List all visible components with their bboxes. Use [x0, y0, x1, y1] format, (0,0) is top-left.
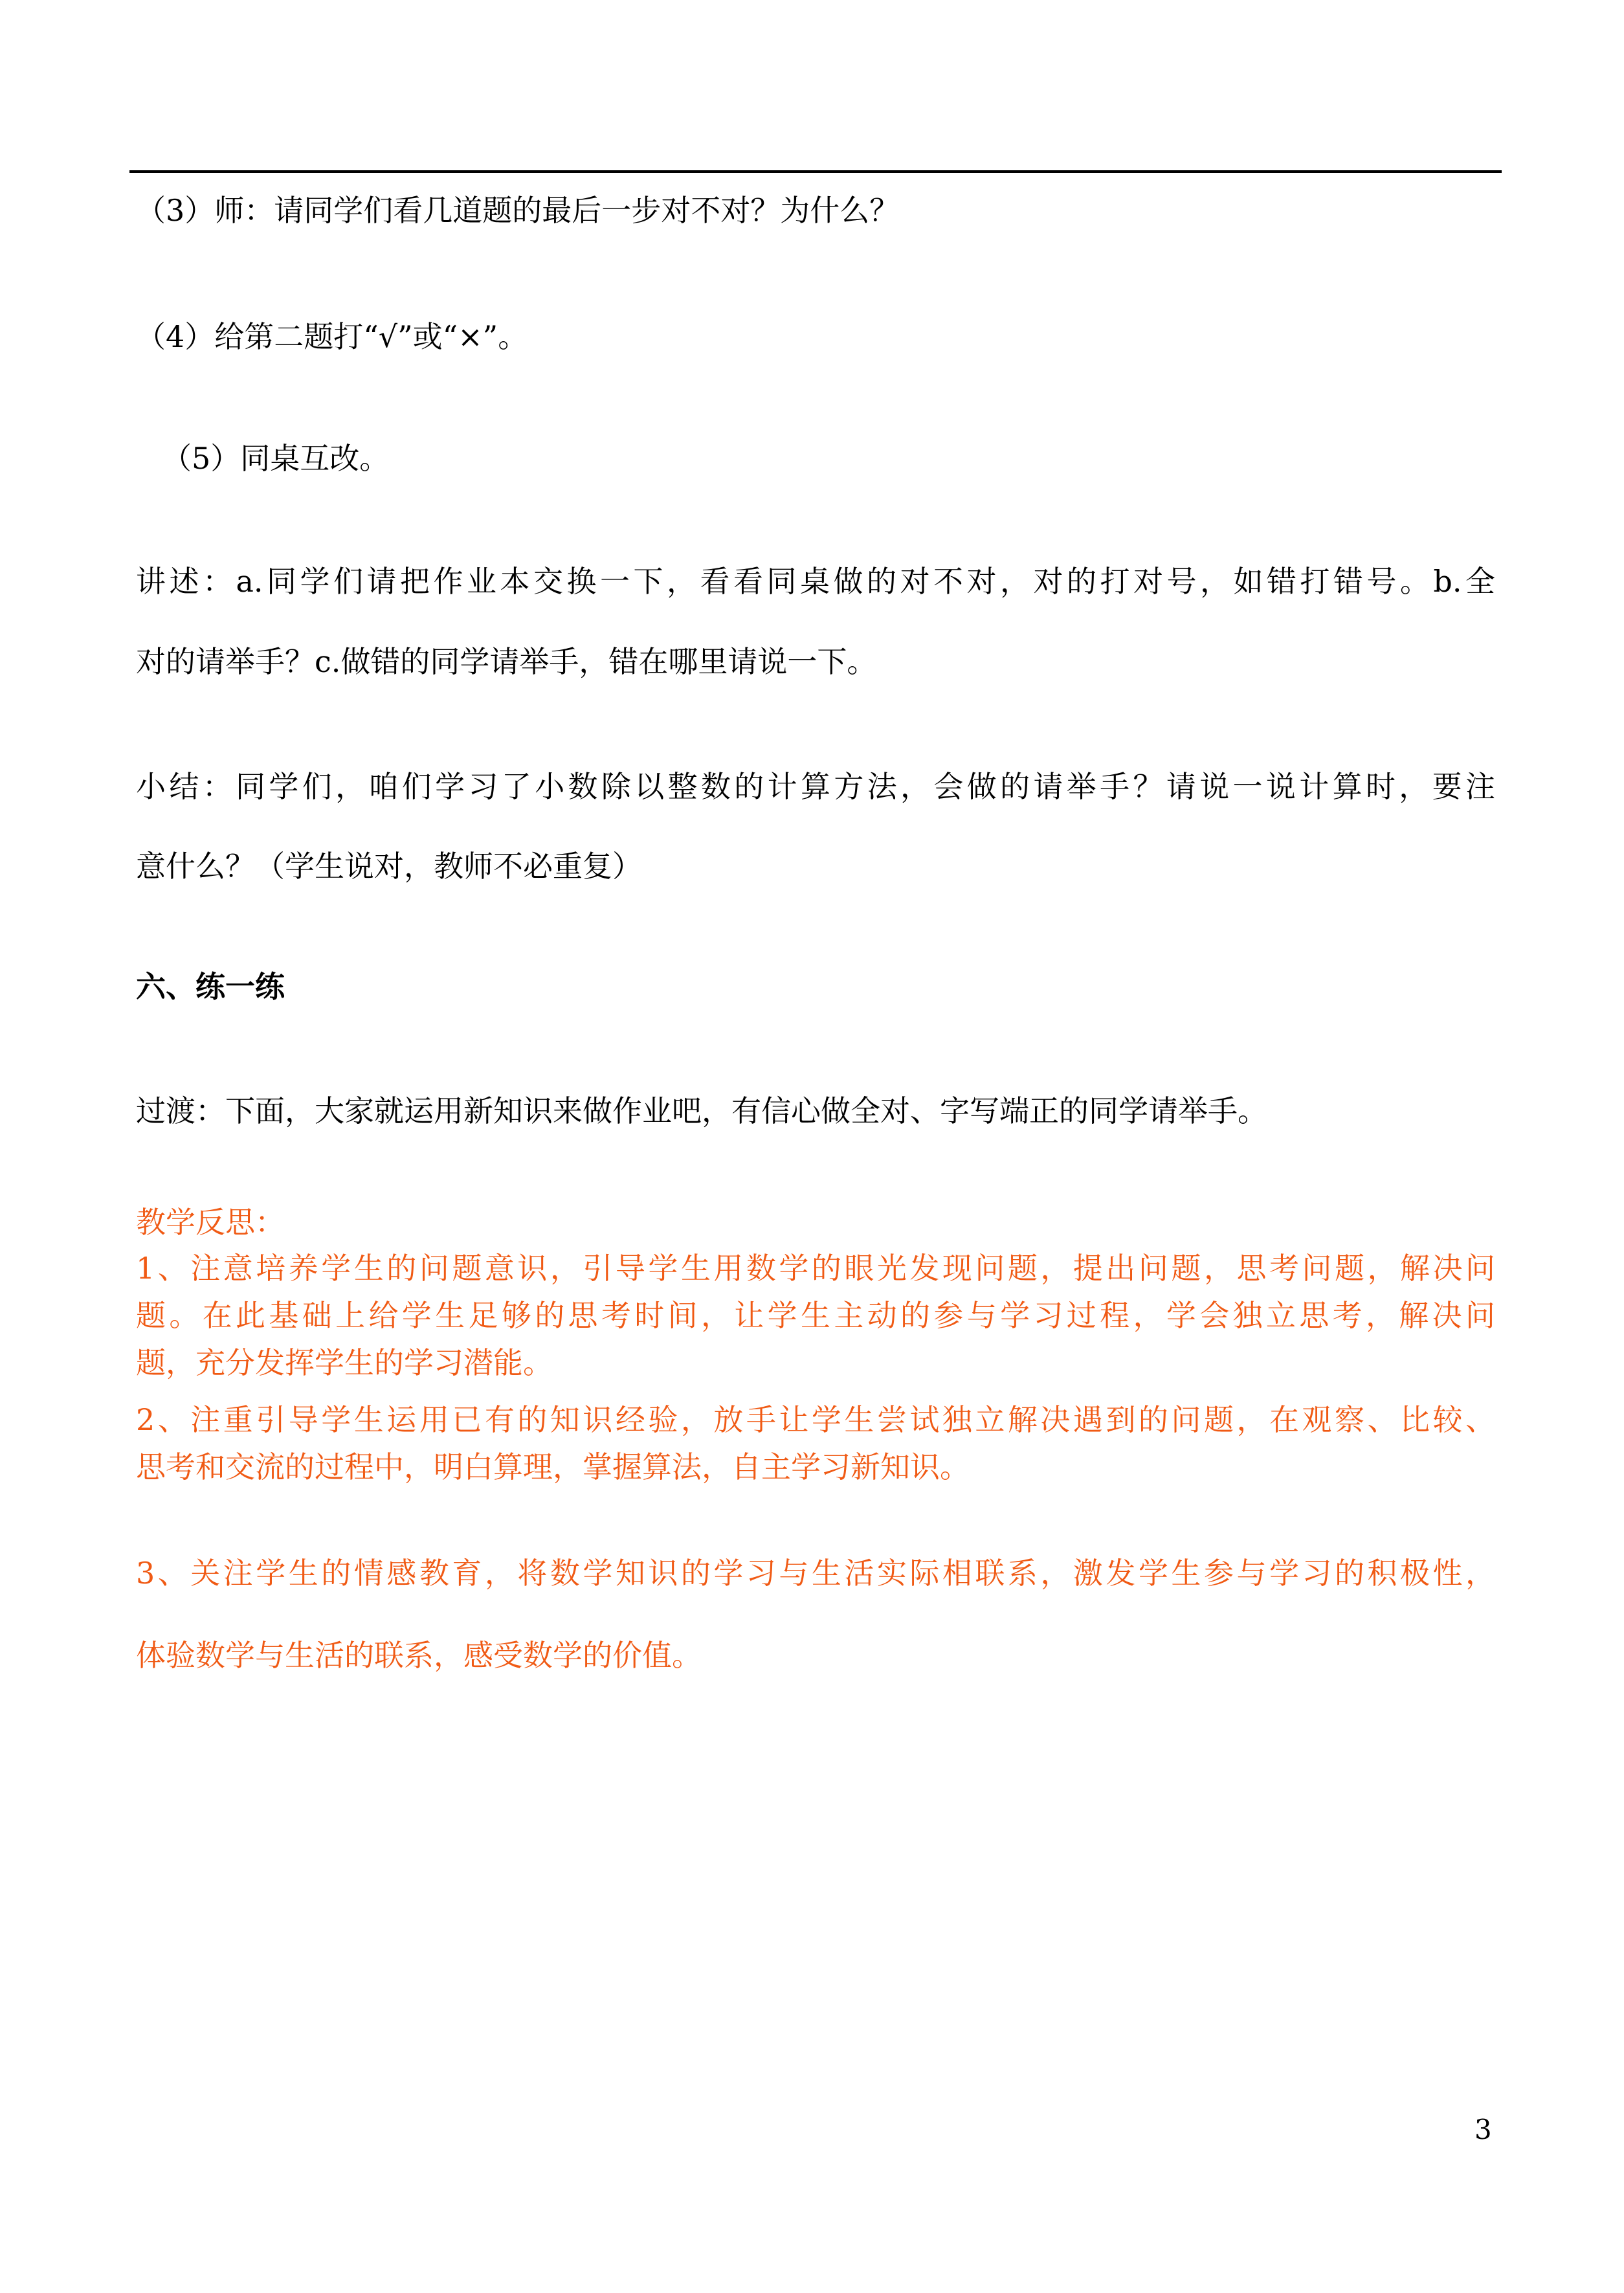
- narration-line-1: 讲述：a.同学们请把作业本交换一下，看看同桌做的对不对，对的打对号，如错打错号。b.全: [136, 564, 1495, 599]
- transition-text: 过渡：下面，大家就运用新知识来做作业吧，有信心做全对、字写端正的同学请举手。: [136, 1093, 1267, 1128]
- reflection-p2-line-2: 思考和交流的过程中，明白算理，掌握算法，自主学习新知识。: [136, 1449, 970, 1484]
- step-4-text: （4）给第二题打“√”或“×”。: [136, 319, 528, 354]
- reflection-p3-line-1: 3、关注学生的情感教育，将数学知识的学习与生活实际相联系，激发学生参与学习的积极性，: [136, 1556, 1495, 1591]
- reflection-p1-line-3: 题，充分发挥学生的学习潜能。: [136, 1345, 553, 1380]
- step-5-text: （5）同桌互改。: [162, 441, 390, 476]
- reflection-title: 教学反思：: [136, 1205, 285, 1240]
- reflection-p2-line-1: 2、注重引导学生运用已有的知识经验，放手让学生尝试独立解决遇到的问题，在观察、比较、: [136, 1402, 1495, 1437]
- reflection-p1-line-1: 1、注意培养学生的问题意识，引导学生用数学的眼光发现问题，提出问题，思考问题，解决问: [136, 1251, 1495, 1286]
- section-heading: 六、练一练: [136, 969, 285, 1004]
- page-number: 3: [1474, 2114, 1492, 2145]
- step-3-text: （3）师：请同学们看几道题的最后一步对不对？为什么？: [136, 193, 900, 228]
- reflection-p1-line-2: 题。在此基础上给学生足够的思考时间，让学生主动的参与学习过程，学会独立思考，解决问: [136, 1298, 1495, 1333]
- narration-line-2: 对的请举手？c.做错的同学请举手，错在哪里请说一下。: [136, 644, 877, 679]
- summary-line-1: 小结：同学们，咱们学习了小数除以整数的计算方法，会做的请举手？请说一说计算时，要注: [136, 769, 1495, 804]
- reflection-p3-line-2: 体验数学与生活的联系，感受数学的价值。: [136, 1638, 702, 1673]
- summary-line-2: 意什么？（学生说对，教师不必重复）: [136, 849, 642, 884]
- header-rule: [129, 170, 1502, 173]
